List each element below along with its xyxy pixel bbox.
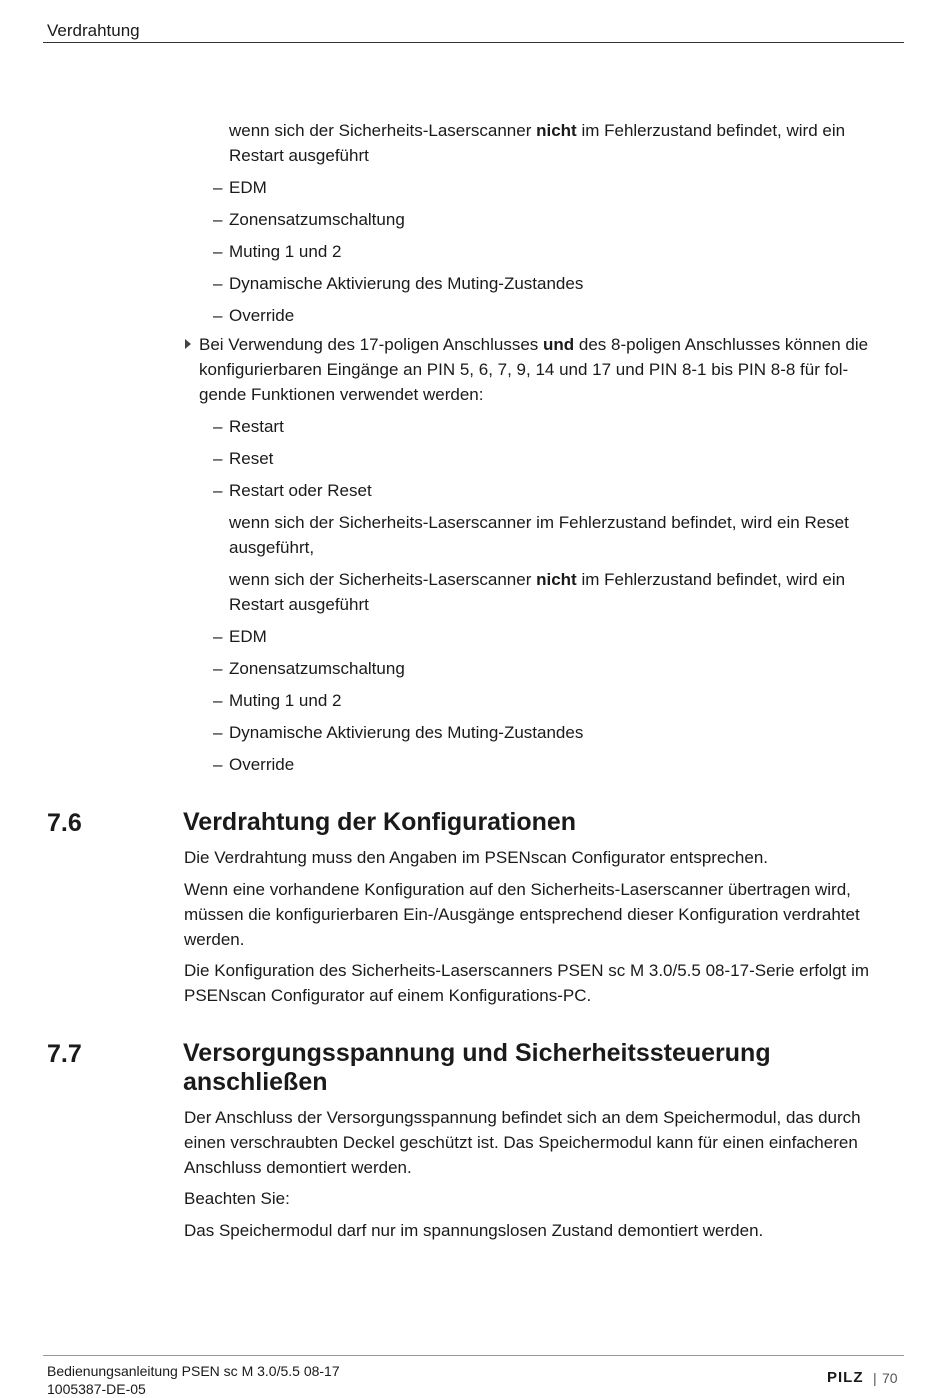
paragraph-line: einen verschraubten Deckel geschützt ist. Das Speichermodul kann für einen einfacheren [184,1133,858,1152]
footer-doc-title: Bedienungsanleitung PSEN sc M 3.0/5.5 08-17 [47,1363,340,1379]
dash-marker: – [213,481,223,500]
paragraph-line: werden. [184,930,245,949]
dash-marker: – [213,691,223,710]
dash-marker: – [213,627,223,646]
paragraph-line: Die Konfiguration des Sicherheits-Laserscanners PSEN sc M 3.0/5.5 08-17-Serie erfolgt im [184,961,870,980]
paragraph-line: Die Verdrahtung muss den Angaben im PSENscan Configurator entsprechen. [184,848,769,867]
section-title-line1: Versorgungsspannung und Sicherheitssteuerung [183,1039,771,1067]
text-run: des 8-poligen Anschlusses können die [574,335,869,354]
list-item: Muting 1 und 2 [229,242,342,261]
bold-run: und [543,335,575,354]
bullet2-line2: konfigurierbaren Eingänge an PIN 5, 6, 7, 9, 14 und 17 und PIN 8-1 bis PIN 8-8 für fol- [199,360,849,379]
paragraph-line: Der Anschluss der Versorgungsspannung befindet sich an dem Speichermodul, das durch [184,1108,861,1127]
dash-marker: – [213,242,223,261]
paragraph-line: müssen die konfigurierbaren Ein-/Ausgänge entsprechend dieser Konfiguration verdrahtet [184,905,860,924]
running-header: Verdrahtung [47,21,140,40]
section-title: Verdrahtung der Konfigurationen [183,808,577,836]
section-title-line2: anschließen [183,1068,328,1096]
bold-run: nicht [536,570,577,589]
list-a-cont-line1 [229,118,845,143]
list-item: Zonensatzumschaltung [229,659,405,678]
sub-item-line [229,567,845,592]
pilz-logo: PILZ [827,1369,864,1386]
paragraph-line: Wenn eine vorhandene Konfiguration auf den Sicherheits-Laserscanner übertragen wird, [184,880,851,899]
dash-marker: – [213,417,223,436]
sub-item-line: ausgeführt, [229,538,315,557]
list-item: Override [229,306,295,325]
list-item: EDM [229,178,267,197]
footer-doc-number: 1005387-DE-05 [47,1381,146,1397]
paragraph-line: PSENscan Configurator auf einem Konfigurations-PC. [184,986,592,1005]
bold-run: nicht [536,121,577,140]
triangle-bullet-icon [185,339,191,349]
list-item: Dynamische Aktivierung des Muting-Zustandes [229,274,584,293]
bullet2-line3: gende Funktionen verwendet werden: [199,385,484,404]
dash-marker: – [213,723,223,742]
paragraph-line: Das Speichermodul darf nur im spannungslosen Zustand demontiert werden. [184,1221,764,1240]
bullet2-line1 [199,332,868,357]
sub-item-line: Restart ausgeführt [229,595,369,614]
dash-marker: – [213,659,223,678]
list-item: Override [229,755,295,774]
text-run: Bei Verwendung des 17-poligen Anschlusses [199,335,544,354]
header-rule [43,42,904,43]
list-item: Zonensatzumschaltung [229,210,405,229]
text-run: im Fehlerzustand befindet, wird ein [576,121,846,140]
dash-marker: – [213,274,223,293]
list-a-cont-line2: Restart ausgeführt [229,146,369,165]
list-item: Dynamische Aktivierung des Muting-Zustandes [229,723,584,742]
dash-marker: – [213,178,223,197]
dash-marker: – [213,210,223,229]
text-run: wenn sich der Sicherheits-Laserscanner [229,570,537,589]
sub-item-line: wenn sich der Sicherheits-Laserscanner im Fehlerzustand befindet, wird ein Reset [229,513,849,532]
list-item: Restart oder Reset [229,481,372,500]
list-item: Muting 1 und 2 [229,691,342,710]
footer-page-number: 70 [882,1370,898,1386]
text-run: wenn sich der Sicherheits-Laserscanner [229,121,537,140]
dash-marker: – [213,755,223,774]
footer-rule [43,1355,904,1356]
dash-marker: – [213,449,223,468]
list-item: EDM [229,627,267,646]
text-run: im Fehlerzustand befindet, wird ein [576,570,846,589]
section-number: 7.6 [47,809,82,837]
list-item: Reset [229,449,274,468]
dash-marker: – [213,306,223,325]
footer-page-separator: | [873,1370,877,1386]
paragraph-line: Anschluss demontiert werden. [184,1158,412,1177]
paragraph-line: Beachten Sie: [184,1189,290,1208]
section-number: 7.7 [47,1040,82,1068]
list-item: Restart [229,417,284,436]
